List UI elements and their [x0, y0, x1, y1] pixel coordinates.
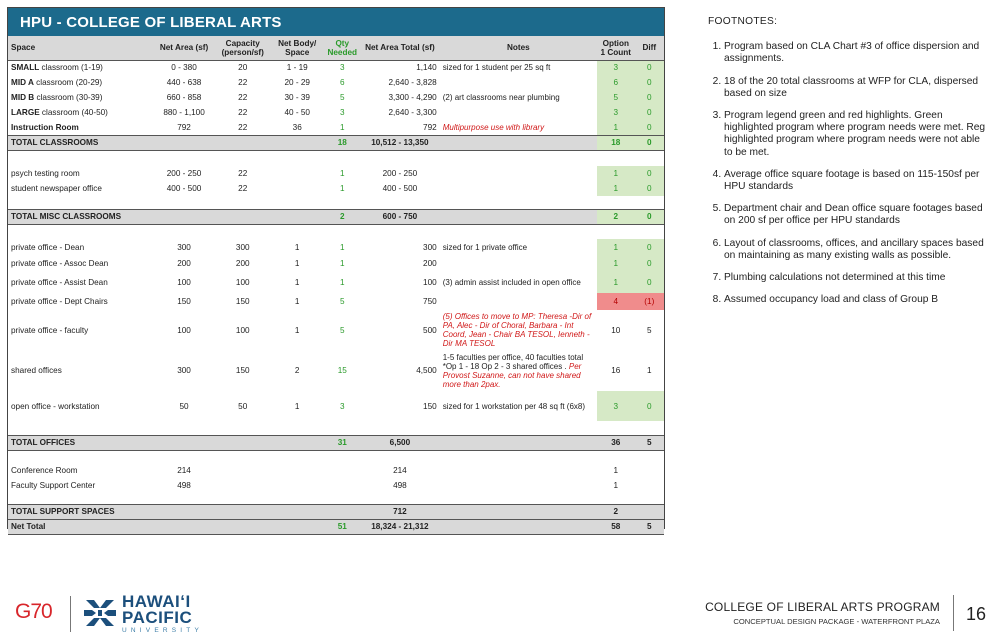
table-row	[8, 271, 664, 293]
net-body: 1	[294, 325, 300, 335]
net-body: 1	[294, 243, 300, 252]
option-count: 6	[597, 75, 635, 90]
qty-needed: 3	[339, 401, 345, 411]
net-area: 50	[179, 401, 189, 411]
net-area: 100	[177, 277, 191, 287]
diff: 0	[635, 181, 664, 196]
notes: sized for 1 student per 25 sq ft	[442, 63, 551, 73]
notes	[440, 478, 597, 493]
col-space: Space	[8, 36, 153, 60]
net-body: 1	[294, 259, 300, 268]
total-area: 10,512 - 13,350	[360, 135, 440, 150]
net-area: 440 - 638	[166, 78, 202, 87]
total-option: 36	[597, 435, 635, 450]
capacity: 22	[238, 122, 248, 132]
table-row	[8, 166, 664, 181]
diff: 0	[635, 166, 664, 181]
spacer-row	[8, 421, 664, 435]
qty-needed: 6	[339, 78, 345, 87]
net-total-option: 58	[597, 519, 635, 534]
hpu-logo-line2: PACIFIC	[122, 608, 193, 627]
total-qty: 31	[324, 435, 360, 450]
qty-needed: 1	[339, 169, 345, 178]
net-area-total: 100	[423, 277, 437, 287]
net-area-total: 500	[423, 325, 437, 335]
net-body	[270, 166, 324, 181]
qty-needed: 3	[339, 108, 345, 117]
qty-needed: 3	[339, 63, 345, 73]
notes	[440, 166, 597, 181]
total-option: 2	[597, 504, 635, 519]
diff: 0	[635, 391, 664, 421]
notes	[440, 239, 597, 256]
net-body: 1	[294, 401, 300, 411]
col-net-body: Net Body/ Space	[270, 36, 324, 60]
net-area-total: 498	[393, 481, 407, 490]
notes: Multipurpose use with library	[442, 122, 545, 132]
qty-needed: 1	[339, 184, 345, 193]
table-row	[8, 310, 664, 350]
space-name: private office - Dept Chairs	[11, 297, 108, 306]
notes-red-text: Per Provost Suzanne, can not have shared more than 2pax.	[442, 361, 582, 389]
space-name-rest: classroom (40-50)	[39, 108, 108, 117]
qty-needed: 5	[339, 297, 345, 306]
total-row	[8, 435, 664, 450]
table-title: HPU - COLLEGE OF LIBERAL ARTS	[8, 8, 664, 36]
notes-text: 1-5 faculties per office, 40 faculties total *Op 1 - 18 Op 2 - 3 shared offices .	[442, 352, 584, 371]
g70-logo: G70	[15, 600, 52, 623]
total-row	[8, 135, 664, 150]
net-body	[270, 181, 324, 196]
diff: 0	[635, 75, 664, 90]
col-net-area: Net Area (sf)	[153, 36, 216, 60]
space-name: private office - Assoc Dean	[11, 259, 109, 268]
net-total-notes	[440, 519, 597, 534]
option-count: 3	[597, 391, 635, 421]
notes-red-text: (5) Offices to move to MP: Theresa -Dir of PA, Alec - Dir of Choral, Barbara - Int Coord, Jean - Chair BA TESOL, Ienneth - Dir MA TESOL	[442, 312, 592, 348]
hpu-logo-line1: HAWAIʻI	[122, 592, 191, 611]
space-name: private office - Dean	[11, 243, 85, 252]
footer-subtitle: CONCEPTUAL DESIGN PACKAGE - WATERFRONT PLAZA	[733, 617, 940, 626]
footnote-item: 5. Department chair and Dean office square footages based on 200 sf per office per HPU standards	[724, 203, 990, 227]
capacity: 22	[238, 108, 248, 117]
total-qty: 2	[324, 209, 360, 224]
spacer-cell	[8, 224, 664, 239]
table-row	[8, 350, 664, 391]
notes	[440, 105, 597, 120]
net-body	[270, 463, 324, 478]
capacity: 200	[235, 259, 250, 268]
total-label: TOTAL CLASSROOMS	[8, 135, 324, 150]
diff: 0	[635, 105, 664, 120]
net-body: 1 - 19	[286, 63, 308, 73]
notes-text: sized for 1 workstation per 48 sq ft (6x8)	[442, 401, 586, 411]
space-name-bold: MID A	[11, 78, 34, 87]
option-count: 1	[597, 239, 635, 256]
table-header-row	[8, 36, 664, 60]
qty-needed	[324, 463, 360, 478]
capacity: 100	[235, 325, 250, 335]
qty-needed	[324, 478, 360, 493]
net-area: 300	[177, 366, 191, 375]
total-area: 712	[360, 504, 440, 519]
option-count: 4	[597, 293, 635, 310]
col-diff: Diff	[635, 36, 664, 60]
total-label: TOTAL OFFICES	[8, 435, 324, 450]
capacity: 20	[238, 63, 248, 73]
notes-text: sized for 1 private office	[442, 243, 528, 252]
total-notes	[440, 435, 597, 450]
net-total-area: 18,324 - 21,312	[360, 519, 440, 534]
net-body: 1	[294, 277, 300, 287]
net-area: 100	[177, 325, 191, 335]
col-capacity: Capacity (person/sf)	[215, 36, 269, 60]
footnote-item: 3. Program legend green and red highlights. Green highlighted program where program needs were met. Reg highlighted program where program needs were not able to be met.	[724, 110, 990, 159]
total-qty	[324, 504, 360, 519]
option-count: 10	[611, 325, 621, 335]
qty-needed: 1	[339, 277, 345, 287]
space-name-bold: Instruction Room	[11, 122, 79, 132]
capacity	[215, 463, 269, 478]
total-row	[8, 504, 664, 519]
spacer-row	[8, 150, 664, 166]
net-area: 300	[177, 243, 191, 252]
net-area-total: 750	[423, 297, 437, 306]
net-area-total: 150	[423, 401, 437, 411]
table-row	[8, 391, 664, 421]
diff: 0	[635, 60, 664, 75]
spacer-row	[8, 493, 664, 504]
net-body: 30 - 39	[284, 93, 310, 102]
diff: 0	[635, 271, 664, 293]
footnote-item: 7. Plumbing calculations not determined at this time	[724, 272, 990, 284]
net-area-total: 2,640 - 3,300	[388, 108, 437, 117]
net-area: 150	[177, 297, 191, 306]
notes	[440, 75, 597, 90]
total-area: 6,500	[360, 435, 440, 450]
space-name-rest: classroom (20-29)	[33, 78, 103, 87]
qty-needed: 5	[339, 93, 345, 102]
notes	[440, 463, 597, 478]
table-row	[8, 181, 664, 196]
notes-text: (3) admin assist included in open office	[442, 277, 581, 287]
option-count: 3	[597, 60, 635, 75]
footnotes	[708, 16, 990, 316]
total-row net-total-row	[8, 519, 664, 534]
notes: (2) art classrooms near plumbing	[442, 93, 560, 102]
total-notes	[440, 209, 597, 224]
net-area-total: 4,500	[416, 366, 437, 375]
space-name-bold: SMALL	[11, 63, 40, 73]
footnote-item: 6. Layout of classrooms, offices, and ancillary spaces based on maintaining as many existing walls as possible.	[724, 238, 990, 262]
net-area-total: 200	[423, 259, 437, 268]
net-total-diff: 5	[635, 519, 664, 534]
option-count: 5	[597, 90, 635, 105]
net-area: 200 - 250	[166, 169, 202, 178]
footnotes-list	[708, 41, 990, 306]
total-diff: 5	[635, 435, 664, 450]
col-notes: Notes	[440, 36, 597, 60]
footnote-item: 8. Assumed occupancy load and class of Group B	[724, 294, 990, 306]
net-area-total: 792	[423, 122, 437, 132]
space-name: open office - workstation	[11, 401, 100, 411]
program-table-panel	[7, 7, 665, 529]
space-name: student newspaper office	[11, 184, 102, 193]
diff	[635, 478, 664, 493]
qty-needed: 15	[337, 366, 347, 375]
total-area: 600 - 750	[360, 209, 440, 224]
diff: 0	[635, 239, 664, 256]
option-count: 3	[597, 105, 635, 120]
option-count: 1	[597, 256, 635, 271]
net-area-total: 2,640 - 3,828	[388, 78, 437, 87]
space-name	[8, 105, 153, 120]
capacity: 22	[238, 93, 248, 102]
net-body: 20 - 29	[284, 78, 310, 87]
net-total-label: Net Total	[8, 519, 324, 534]
net-area-total: 200 - 250	[382, 169, 418, 178]
space-name: Faculty Support Center	[11, 481, 96, 490]
net-area: 792	[177, 122, 191, 132]
net-body	[270, 478, 324, 493]
option-count: 1	[613, 481, 619, 490]
space-name-rest: classroom (1-19)	[39, 63, 103, 73]
col-net-total: Net Area Total (sf)	[360, 36, 440, 60]
footnote-item: 1. Program based on CLA Chart #3 of office dispersion and assignments.	[724, 41, 990, 65]
table-row	[8, 120, 664, 135]
capacity: 22	[238, 78, 248, 87]
diff	[635, 463, 664, 478]
notes	[440, 310, 597, 350]
capacity: 50	[238, 401, 248, 411]
net-area-total: 3,300 - 4,290	[388, 93, 437, 102]
space-name: Conference Room	[11, 466, 78, 475]
notes	[440, 391, 597, 421]
capacity: 22	[238, 169, 248, 178]
footnote-item: 4. Average office square footage is based on 115-150sf per HPU standards	[724, 169, 990, 193]
capacity: 100	[235, 277, 250, 287]
footnote-item: 2. 18 of the 20 total classrooms at WFP for CLA, dispersed based on size	[724, 76, 990, 100]
total-diff	[635, 504, 664, 519]
program-table	[8, 36, 664, 535]
capacity: 300	[235, 243, 250, 252]
space-name	[8, 75, 153, 90]
option-count: 1	[597, 166, 635, 181]
qty-needed: 1	[339, 243, 345, 252]
capacity: 22	[238, 184, 248, 193]
space-name	[8, 120, 153, 135]
net-area: 880 - 1,100	[163, 108, 205, 117]
table-row	[8, 463, 664, 478]
net-body: 1	[294, 297, 300, 306]
net-area: 200	[177, 259, 191, 268]
spacer-row	[8, 450, 664, 463]
notes	[440, 271, 597, 293]
net-total-qty: 51	[324, 519, 360, 534]
space-name-bold: MID B	[11, 93, 35, 102]
net-area-total: 300	[423, 243, 437, 252]
spacer-cell	[8, 493, 664, 504]
capacity: 150	[235, 366, 250, 375]
spacer-row	[8, 196, 664, 209]
net-area-total: 1,140	[416, 63, 437, 73]
net-area: 0 - 380	[171, 63, 197, 73]
table-row	[8, 90, 664, 105]
net-body: 36	[292, 122, 302, 132]
spacer-row	[8, 224, 664, 239]
notes	[440, 350, 597, 391]
notes	[440, 181, 597, 196]
notes	[440, 293, 597, 310]
net-area: 498	[177, 481, 191, 490]
option-count: 1	[613, 466, 619, 475]
table-row	[8, 256, 664, 271]
total-diff: 0	[635, 209, 664, 224]
total-option: 2	[597, 209, 635, 224]
table-row	[8, 239, 664, 256]
total-diff: 0	[635, 135, 664, 150]
net-area-total: 214	[393, 466, 407, 475]
col-qty: Qty Needed	[324, 36, 360, 60]
spacer-cell	[8, 421, 664, 435]
net-body: 2	[294, 366, 300, 375]
footer-title: COLLEGE OF LIBERAL ARTS PROGRAM	[705, 600, 940, 614]
spacer-cell	[8, 196, 664, 209]
diff: 0	[635, 256, 664, 271]
net-area: 400 - 500	[166, 184, 202, 193]
qty-needed: 1	[339, 259, 345, 268]
hpu-logo-line3: UNIVERSITY	[122, 627, 204, 634]
page-number: 16	[966, 604, 987, 624]
footer-title-block	[705, 600, 940, 626]
space-name-rest: classroom (30-39)	[34, 93, 103, 102]
net-area: 214	[177, 466, 191, 475]
qty-needed: 5	[339, 325, 345, 335]
total-option: 18	[597, 135, 635, 150]
table-row	[8, 478, 664, 493]
total-notes	[440, 135, 597, 150]
space-name	[8, 60, 153, 75]
hpu-logo-text	[122, 594, 203, 635]
diff: 0	[635, 120, 664, 135]
diff: 5	[647, 325, 652, 335]
footer-divider	[953, 595, 954, 631]
total-label: TOTAL SUPPORT SPACES	[8, 504, 324, 519]
spacer-cell	[8, 150, 664, 166]
notes	[440, 256, 597, 271]
table-row	[8, 75, 664, 90]
spacer-cell	[8, 450, 664, 463]
table-row	[8, 105, 664, 120]
space-name: private office - faculty	[11, 325, 89, 335]
table-row	[8, 60, 664, 75]
option-count: 1	[597, 181, 635, 196]
diff: 0	[635, 90, 664, 105]
capacity: 150	[235, 297, 250, 306]
net-area-total: 400 - 500	[382, 184, 418, 193]
footnotes-title: FOOTNOTES:	[708, 16, 778, 27]
space-name: psych testing room	[11, 169, 80, 178]
option-count: 16	[611, 366, 621, 375]
col-option: Option 1 Count	[597, 36, 635, 60]
space-name-bold: LARGE	[11, 108, 40, 117]
space-name	[8, 90, 153, 105]
total-label: TOTAL MISC CLASSROOMS	[8, 209, 324, 224]
diff: 1	[647, 366, 652, 375]
option-count: 1	[597, 271, 635, 293]
total-notes	[440, 504, 597, 519]
net-body: 40 - 50	[284, 108, 310, 117]
total-qty: 18	[324, 135, 360, 150]
qty-needed: 1	[339, 122, 345, 132]
total-row	[8, 209, 664, 224]
option-count: 1	[597, 120, 635, 135]
hpu-logo-icon	[82, 596, 118, 630]
table-row	[8, 293, 664, 310]
space-name: shared offices	[11, 366, 62, 375]
diff: (1)	[635, 293, 664, 310]
space-name: private office - Assist Dean	[11, 277, 108, 287]
net-area: 660 - 858	[166, 93, 202, 102]
logo-divider	[70, 596, 71, 632]
capacity	[215, 478, 269, 493]
